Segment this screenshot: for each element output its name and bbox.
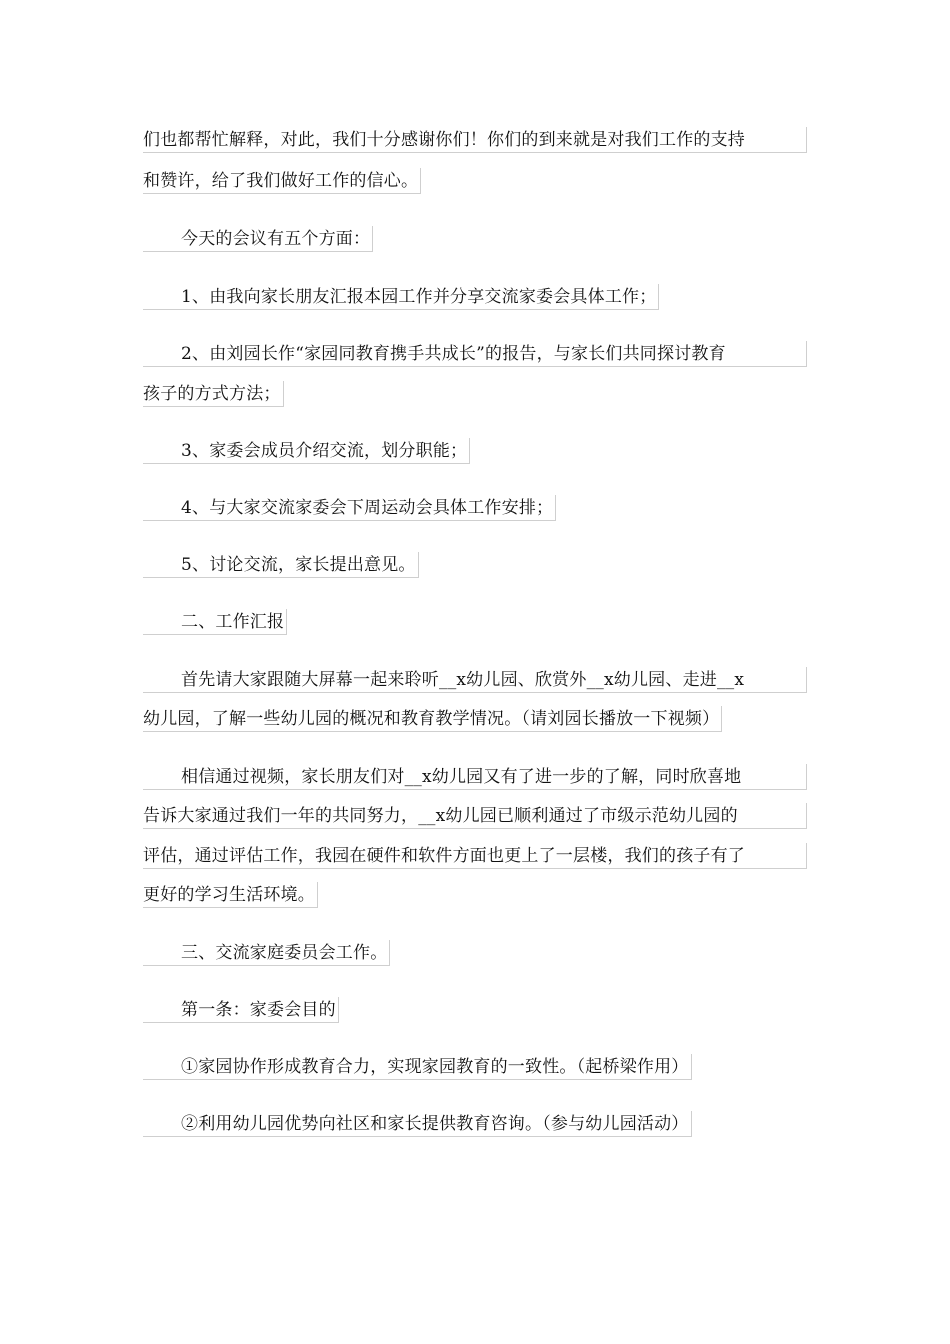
list-item: ①家园协作形成教育合力，实现家园教育的一致性。（起桥梁作用）	[143, 1054, 692, 1080]
paragraph-line: 首先请大家跟随大屏幕一起来聆听__x幼儿园、欣赏外__x幼儿园、走进__x	[143, 667, 807, 693]
list-item: 3、家委会成员介绍交流，划分职能；	[143, 438, 470, 464]
paragraph-line: 评估，通过评估工作，我园在硬件和软件方面也更上了一层楼，我们的孩子有了	[143, 843, 807, 869]
section-heading: 二、工作汇报	[143, 609, 287, 635]
list-item: 5、讨论交流，家长提出意见。	[143, 552, 419, 578]
paragraph-line: 相信通过视频，家长朋友们对__x幼儿园又有了进一步的了解，同时欣喜地	[143, 764, 807, 790]
paragraph-line: 和赞许，给了我们做好工作的信心。	[143, 168, 421, 194]
paragraph-line: 孩子的方式方法；	[143, 381, 284, 407]
paragraph-line: 告诉大家通过我们一年的共同努力，__x幼儿园已顺利通过了市级示范幼儿园的	[143, 803, 807, 829]
list-item: ②利用幼儿园优势向社区和家长提供教育咨询。（参与幼儿园活动）	[143, 1111, 692, 1137]
paragraph-line: 幼儿园，了解一些幼儿园的概况和教育教学情况。（请刘园长播放一下视频）	[143, 706, 722, 732]
section-heading: 三、交流家庭委员会工作。	[143, 940, 390, 966]
paragraph-line: 们也都帮忙解释，对此，我们十分感谢你们！你们的到来就是对我们工作的支持	[143, 127, 807, 153]
subsection-heading: 第一条：家委会目的	[143, 997, 339, 1023]
list-item: 4、与大家交流家委会下周运动会具体工作安排；	[143, 495, 556, 521]
list-item: 2、由刘园长作“家园同教育携手共成长”的报告，与家长们共同探讨教育	[143, 341, 807, 367]
paragraph-line: 今天的会议有五个方面：	[143, 226, 373, 252]
paragraph-line: 更好的学习生活环境。	[143, 882, 318, 908]
list-item: 1、由我向家长朋友汇报本园工作并分享交流家委会具体工作；	[143, 284, 659, 310]
